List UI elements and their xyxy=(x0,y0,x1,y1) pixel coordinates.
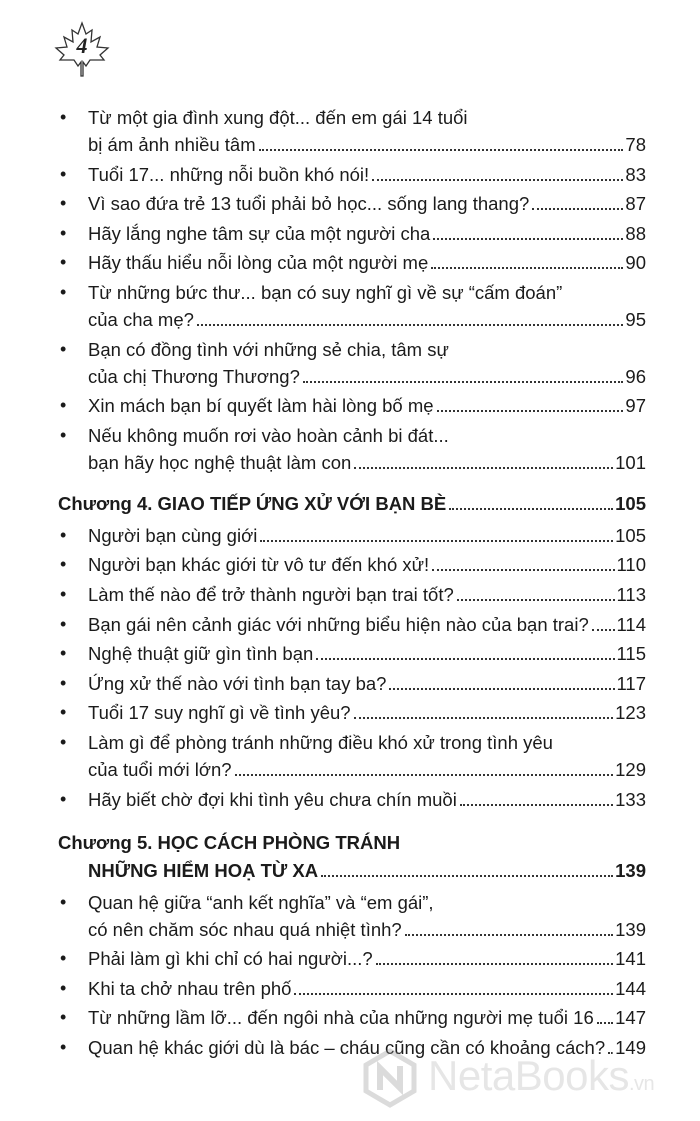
entry-page-number: 141 xyxy=(615,948,646,970)
dot-leader xyxy=(389,688,614,690)
entry-title: Hãy thấu hiểu nỗi lòng của một người mẹ xyxy=(88,252,429,274)
dot-leader xyxy=(460,804,613,806)
chapter-page-number: 139 xyxy=(615,859,646,881)
dot-leader xyxy=(437,410,624,412)
dot-leader xyxy=(433,238,623,240)
dot-leader xyxy=(449,508,613,510)
dot-leader xyxy=(294,993,613,995)
entry-title: Ứng xử thế nào với tình bạn tay ba? xyxy=(88,672,387,694)
entry-title: bị ám ảnh nhiều tâm xyxy=(88,134,256,155)
dot-leader xyxy=(592,629,615,631)
entry-page-number: 133 xyxy=(615,788,646,810)
entry-title: của tuổi mới lớn? xyxy=(88,758,232,780)
entry-page-number: 95 xyxy=(625,308,646,330)
dot-leader xyxy=(260,540,613,542)
entry-page-number: 113 xyxy=(616,583,646,605)
toc-entry[interactable] xyxy=(58,279,646,333)
entry-page-number: 87 xyxy=(625,193,646,215)
chapter-4-heading[interactable] xyxy=(58,490,646,518)
toc-entry[interactable] xyxy=(58,786,646,813)
entry-page-number: 139 xyxy=(615,918,646,940)
chapter-title-line-1: Chương 5. HỌC CÁCH PHÒNG TRÁNH xyxy=(58,831,401,853)
entry-title: Người bạn khác giới từ vô tư đến khó xử! xyxy=(88,554,430,576)
dot-leader xyxy=(432,569,614,571)
watermark-text xyxy=(428,1052,654,1100)
dot-leader xyxy=(354,717,614,719)
entry-title: Bạn có đồng tình với những sẻ chia, tâm sự xyxy=(88,338,449,360)
bullet-icon: • xyxy=(60,163,67,184)
toc-entry[interactable] xyxy=(58,670,646,697)
bullet-icon: • xyxy=(60,222,67,243)
bullet-icon: • xyxy=(60,281,67,302)
dot-leader xyxy=(597,1022,613,1024)
bullet-icon: • xyxy=(60,702,67,723)
bullet-icon: • xyxy=(60,554,67,575)
dot-leader xyxy=(316,658,614,660)
bullet-icon: • xyxy=(60,1007,67,1028)
toc-entry[interactable] xyxy=(58,640,646,667)
bullet-icon: • xyxy=(60,583,67,604)
entry-page-number: 114 xyxy=(616,613,646,635)
entry-page-number: 105 xyxy=(615,524,646,546)
entry-page-number: 123 xyxy=(615,702,646,724)
bullet-icon: • xyxy=(60,193,67,214)
entry-page-number: 83 xyxy=(625,163,646,185)
entry-title: Tuổi 17... những nỗi buồn khó nói! xyxy=(88,163,370,185)
toc-entry[interactable] xyxy=(58,190,646,217)
entry-title: Từ một gia đình xung đột... đến em gái 14 tuổi xyxy=(88,107,468,128)
toc-entry[interactable] xyxy=(58,581,646,608)
toc-entry[interactable] xyxy=(58,611,646,638)
netabooks-logo-icon xyxy=(360,1048,420,1108)
entry-title: bạn hãy học nghệ thuật làm con xyxy=(88,451,352,473)
dot-leader xyxy=(457,599,615,601)
bullet-icon: • xyxy=(60,948,67,969)
entry-title: Nếu không muốn rơi vào hoàn cảnh bi đát... xyxy=(88,424,449,446)
entry-title: Quan hệ khác giới dù là bác – cháu cũng cần có khoảng cách? xyxy=(88,1036,606,1058)
toc-entry[interactable] xyxy=(58,220,646,247)
dot-leader xyxy=(405,934,613,936)
entry-page-number: 78 xyxy=(625,134,646,155)
entry-title: Hãy lắng nghe tâm sự của một người cha xyxy=(88,222,431,244)
entry-page-number: 115 xyxy=(616,643,646,665)
entry-page-number: 110 xyxy=(616,554,646,576)
bullet-icon: • xyxy=(60,731,67,752)
chapter-4-entries xyxy=(58,522,646,813)
bullet-icon: • xyxy=(60,107,67,127)
bullet-icon: • xyxy=(60,672,67,693)
chapter-5-heading[interactable] xyxy=(58,829,646,885)
entry-title: của chị Thương Thương? xyxy=(88,365,300,387)
dot-leader xyxy=(321,875,613,877)
bullet-icon: • xyxy=(60,788,67,809)
entry-title: Tuổi 17 suy nghĩ gì về tình yêu? xyxy=(88,702,351,724)
entry-title: Hãy biết chờ đợi khi tình yêu chưa chín muồi xyxy=(88,788,457,810)
entry-page-number: 97 xyxy=(625,395,646,417)
page-number-emblem xyxy=(50,20,114,78)
entry-page-number: 101 xyxy=(615,451,646,473)
entry-page-number: 147 xyxy=(615,1007,646,1029)
toc-entry[interactable] xyxy=(58,945,646,972)
section-entries xyxy=(58,104,646,476)
bullet-icon: • xyxy=(60,395,67,416)
page-number: 4 xyxy=(76,33,88,58)
toc-entry[interactable] xyxy=(58,889,646,943)
entry-title: của cha mẹ? xyxy=(88,308,194,330)
entry-page-number: 129 xyxy=(615,758,646,780)
toc-entry[interactable] xyxy=(58,249,646,276)
entry-page-number: 149 xyxy=(615,1036,646,1058)
entry-page-number: 117 xyxy=(616,672,646,694)
bullet-icon: • xyxy=(60,252,67,273)
toc-entry[interactable] xyxy=(58,522,646,549)
toc-entry[interactable] xyxy=(58,104,646,158)
toc-entry[interactable] xyxy=(58,161,646,188)
entry-title: Từ những bức thư... bạn có suy nghĩ gì về sự “cấm đoán” xyxy=(88,281,563,303)
bullet-icon: • xyxy=(60,613,67,634)
entry-title: Từ những lầm lỡ... đến ngôi nhà của những người mẹ tuổi 16 xyxy=(88,1007,594,1029)
bullet-icon: • xyxy=(60,524,67,545)
dot-leader xyxy=(197,324,623,326)
entry-title: Làm thế nào để trở thành người bạn trai tốt? xyxy=(88,583,454,605)
entry-title: Quan hệ giữa “anh kết nghĩa” và “em gái”, xyxy=(88,891,434,913)
dot-leader xyxy=(532,208,623,210)
watermark-suffix: .vn xyxy=(628,1073,655,1095)
bullet-icon: • xyxy=(60,1036,67,1057)
bullet-icon: • xyxy=(60,424,67,445)
entry-title: Nghệ thuật giữ gìn tình bạn xyxy=(88,643,314,665)
bullet-icon: • xyxy=(60,338,67,359)
entry-title: Vì sao đứa trẻ 13 tuổi phải bỏ học... sống lang thang? xyxy=(88,193,530,215)
table-of-contents xyxy=(58,104,646,1063)
entry-title: Khi ta chở nhau trên phố xyxy=(88,977,292,999)
dot-leader xyxy=(259,149,624,151)
entry-title: Phải làm gì khi chỉ có hai người...? xyxy=(88,948,373,970)
dot-leader xyxy=(431,267,623,269)
toc-entry[interactable] xyxy=(58,551,646,578)
entry-title: Làm gì để phòng tránh những điều khó xử trong tình yêu xyxy=(88,731,553,753)
dot-leader xyxy=(303,381,624,383)
watermark-brand: NetaBooks xyxy=(428,1052,629,1099)
toc-entry[interactable] xyxy=(58,1004,646,1031)
entry-page-number: 96 xyxy=(625,365,646,387)
toc-entry[interactable] xyxy=(58,422,646,476)
toc-entry[interactable] xyxy=(58,392,646,419)
toc-entry[interactable] xyxy=(58,975,646,1002)
entry-page-number: 88 xyxy=(625,222,646,244)
entry-page-number: 90 xyxy=(625,252,646,274)
toc-entry[interactable] xyxy=(58,699,646,726)
toc-entry[interactable] xyxy=(58,336,646,390)
dot-leader xyxy=(372,179,623,181)
entry-page-number: 144 xyxy=(615,977,646,999)
chapter-page-number: 105 xyxy=(615,492,646,514)
entry-title: Bạn gái nên cảnh giác với những biểu hiện nào của bạn trai? xyxy=(88,613,589,635)
entry-title: Người bạn cùng giới xyxy=(88,524,258,546)
bullet-icon: • xyxy=(60,977,67,998)
chapter-title: Chương 4. GIAO TIẾP ỨNG XỬ VỚI BẠN BÈ xyxy=(58,492,447,514)
chapter-5-entries xyxy=(58,889,646,1061)
dot-leader xyxy=(376,963,613,965)
entry-title: có nên chăm sóc nhau quá nhiệt tình? xyxy=(88,918,402,940)
toc-entry[interactable] xyxy=(58,729,646,783)
dot-leader xyxy=(235,774,614,776)
dot-leader xyxy=(354,467,613,469)
watermark xyxy=(360,1048,690,1108)
bullet-icon: • xyxy=(60,891,67,912)
chapter-title-line-2: NHỮNG HIỂM HOẠ TỪ XA xyxy=(88,859,319,881)
bullet-icon: • xyxy=(60,643,67,664)
entry-title: Xin mách bạn bí quyết làm hài lòng bố mẹ xyxy=(88,395,434,417)
